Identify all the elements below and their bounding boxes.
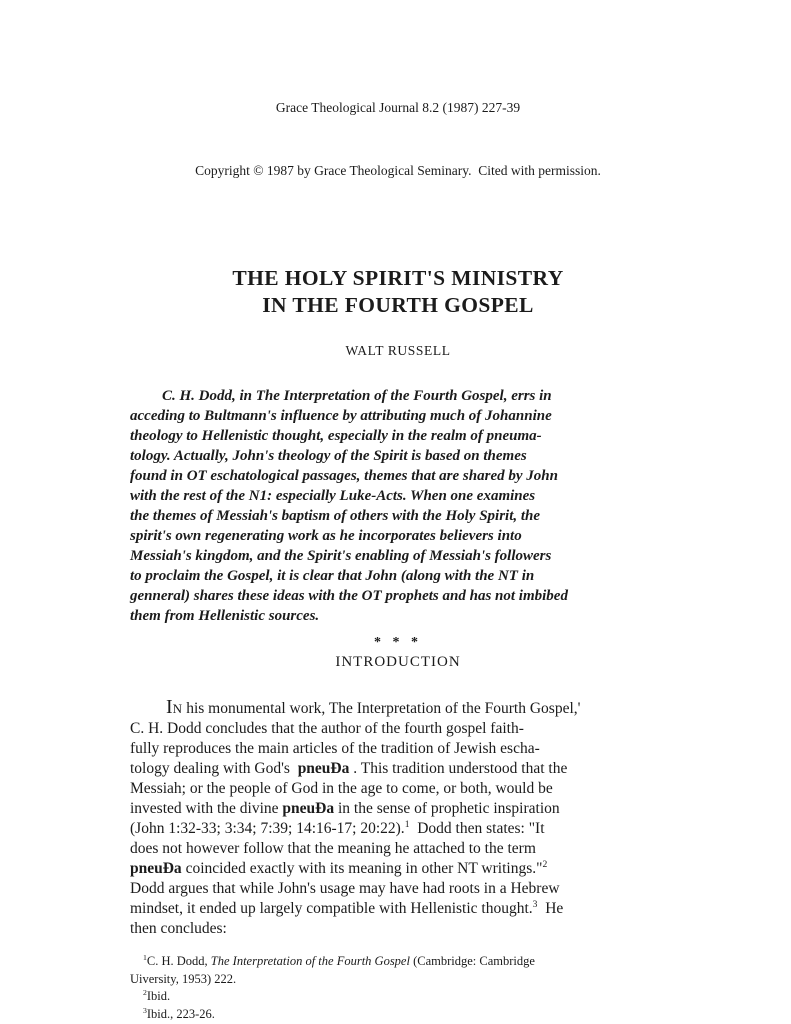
text-run: Messiah; or the people of God in the age to come, or both, would be — [130, 780, 553, 797]
text-line — [130, 988, 666, 1006]
text-line — [130, 506, 666, 526]
text-run: found in OT eschatological passages, themes that are shared by John — [130, 468, 558, 484]
text-line — [130, 899, 666, 919]
text-run: (John 1:32-33; 3:34; 7:39; 14:16-17; 20:22). — [130, 820, 405, 837]
text-line — [130, 839, 666, 859]
text-run: Messiah's kingdom, and the Spirit's enabling of Messiah's followers — [130, 548, 552, 564]
text-run: C. H. Dodd, in The Interpretation of the Fourth Gospel, errs in — [162, 388, 552, 404]
text-run: invested with the divine — [130, 800, 283, 817]
text-run: I — [166, 696, 173, 718]
text-line — [130, 739, 666, 759]
text-run: his monumental work, The Interpretation of the Fourth Gospel,' — [182, 700, 581, 717]
text-run: 2 — [542, 858, 548, 870]
text-run: to proclaim the Gospel, it is clear that John (along with the NT in — [130, 568, 535, 584]
text-run: 3 — [532, 898, 538, 910]
text-line — [130, 819, 666, 839]
text-run: 1 — [143, 952, 147, 962]
footnote-3 — [130, 1006, 666, 1024]
copyright-notice: Copyright © 1987 by Grace Theological Seminary. Cited with permission. — [195, 163, 601, 178]
text-run: 1 — [404, 818, 410, 830]
text-run: C. H. Dodd, — [146, 954, 211, 968]
text-run: them from Hellenistic sources. — [130, 608, 320, 624]
text-run: pneuÐa — [282, 800, 335, 817]
text-run: Uiversity, 1953) 222. — [130, 971, 237, 986]
text-run: mindset, it ended up largely compatible with Hellenistic thought. — [130, 900, 533, 917]
text-run: The Interpretation of the Fourth Gospel — [210, 954, 410, 968]
text-run: 2 — [143, 987, 147, 997]
text-run: then concludes: — [130, 920, 227, 937]
text-run: pneuÐa — [130, 860, 182, 877]
article-title — [130, 265, 666, 319]
text-line — [130, 759, 666, 779]
text-run: genneral) shares these ideas with the OT prophets and has not imbibed — [130, 588, 568, 604]
text-run: . This tradition understood that the — [349, 760, 568, 777]
text-run: (Cambridge: Cambridge — [409, 954, 535, 968]
text-line — [130, 919, 666, 939]
text-line — [130, 697, 666, 719]
text-line — [130, 546, 666, 566]
text-run: does not however follow that the meaning he attached to the term — [130, 840, 536, 857]
text-run: 3 — [143, 1005, 147, 1015]
author-name: WALT RUSSELL — [345, 343, 451, 358]
text-line — [130, 879, 666, 899]
text-line — [130, 406, 666, 426]
text-run: fully reproduces the main articles of the tradition of Jewish escha- — [130, 740, 540, 757]
text-line — [130, 386, 666, 406]
asterisk-separator: * * * — [374, 635, 422, 650]
text-run: spirit's own regenerating work as he incorporates believers into — [130, 528, 522, 544]
footnote-1 — [130, 953, 666, 988]
journal-header — [130, 55, 666, 223]
text-line — [130, 466, 666, 486]
text-line — [130, 799, 666, 819]
section-heading-introduction: INTRODUCTION — [335, 654, 461, 670]
text-line — [130, 526, 666, 546]
text-line — [130, 586, 666, 606]
text-run: C. H. Dodd concludes that the author of the fourth gospel faith- — [130, 720, 524, 737]
text-run: coincided exactly with its meaning in other NT writings." — [181, 860, 543, 877]
article-title-line2: IN THE FOURTH GOSPEL — [262, 293, 534, 317]
text-run: pneuÐa — [297, 760, 350, 777]
text-run: acceding to Bultmann's influence by attributing much of Johannine — [130, 408, 552, 424]
text-line — [130, 1006, 666, 1024]
text-run: the themes of Messiah's baptism of others with the Holy Spirit, the — [130, 508, 541, 524]
footnote-2 — [130, 988, 666, 1006]
article-title-line1: THE HOLY SPIRIT'S MINISTRY — [232, 266, 564, 290]
text-line — [130, 566, 666, 586]
text-line — [130, 606, 666, 626]
text-line — [130, 859, 666, 879]
text-run: He — [537, 900, 564, 917]
text-run: tology dealing with God's — [130, 760, 298, 777]
abstract — [130, 386, 666, 626]
text-run: theology to Hellenistic thought, especially in the realm of pneuma- — [130, 428, 542, 444]
text-run: Dodd argues that while John's usage may have had roots in a Hebrew — [130, 880, 560, 897]
text-line — [130, 779, 666, 799]
text-run: Ibid., 223-26. — [146, 1006, 215, 1021]
journal-citation: Grace Theological Journal 8.2 (1987) 227-39 — [275, 100, 521, 115]
page-content — [130, 55, 666, 1023]
text-line — [130, 719, 666, 739]
text-run: Ibid. — [146, 989, 171, 1003]
text-line — [130, 446, 666, 466]
text-run: Dodd then states: "It — [409, 820, 545, 837]
text-run: with the rest of the N1: especially Luke-Acts. When one examines — [130, 488, 536, 504]
text-run: in the sense of prophetic inspiration — [334, 800, 560, 817]
text-line — [130, 486, 666, 506]
body-paragraph — [130, 697, 666, 939]
text-run: tology. Actually, John's theology of the Spirit is based on themes — [130, 448, 527, 464]
text-line — [130, 953, 666, 971]
text-line — [130, 426, 666, 446]
text-run: N — [172, 701, 183, 716]
text-line — [130, 971, 666, 989]
footnotes — [130, 953, 666, 1023]
